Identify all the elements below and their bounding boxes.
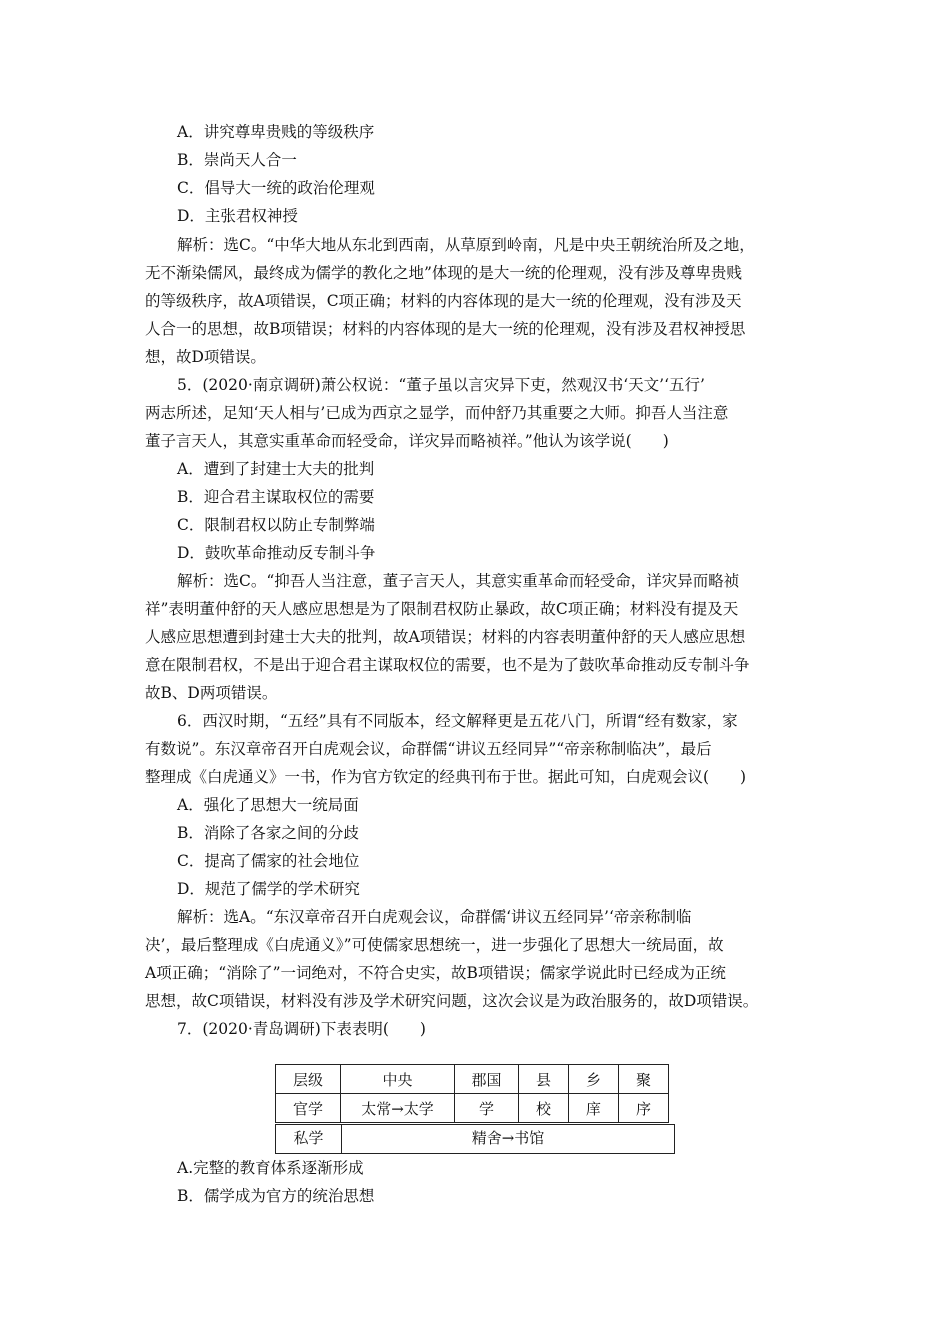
q6-option-a: A．强化了思想大一统局面 <box>177 796 359 814</box>
q6-stem-line: 6．西汉时期，“五经”具有不同版本，经文解释更是五花八门，所谓“经有数家，家 <box>177 712 738 730</box>
q6-analysis-line: 思想，故C项错误，材料没有涉及学术研究问题，这次会议是为政治服务的，故D项错误。 <box>145 992 759 1010</box>
q5-option-c: C．限制君权以防止专制弊端 <box>177 516 375 534</box>
table-cell: 聚 <box>619 1065 669 1094</box>
q5-stem-line: 5．(2020·南京调研)萧公权说：“董子虽以言灾异下吏，然观汉书‘天文’‘五行’ <box>177 376 705 394</box>
q6-analysis-line: 决’，最后整理成《白虎通义》”可使儒家思想统一，进一步强化了思想大一统局面，故 <box>145 936 724 954</box>
table-cell: 校 <box>519 1094 569 1123</box>
table-cell: 乡 <box>569 1065 619 1094</box>
q5-stem-line: 两志所述，足知‘天人相与’已成为西京之显学，而仲舒乃其重要之大师。抑吾人当注意 <box>145 404 729 422</box>
q5-analysis-line: 人感应思想遭到封建士大夫的批判，故A项错误；材料的内容表明董仲舒的天人感应思想 <box>145 628 746 646</box>
q5-option-a: A．遭到了封建士大夫的批判 <box>177 460 375 478</box>
q7-option-b: B．儒学成为官方的统治思想 <box>177 1187 375 1205</box>
q4-option-a: A．讲究尊卑贵贱的等级秩序 <box>177 123 375 141</box>
table-row-private <box>275 1124 675 1154</box>
q5-analysis-line: 意在限制君权，不是出于迎合君主谋取权位的需要，也不是为了鼓吹革命推动反专制斗争 <box>145 656 750 674</box>
q4-option-d: D．主张君权神授 <box>177 207 298 225</box>
table-cell: 中央 <box>341 1065 455 1094</box>
q7-stem: 7．(2020·青岛调研)下表表明( ) <box>177 1020 426 1038</box>
q5-analysis-line: 故B、D两项错误。 <box>145 684 278 702</box>
q5-option-b: B．迎合君主谋取权位的需要 <box>177 488 375 506</box>
table-header-row <box>276 1065 669 1094</box>
table-cell: 学 <box>455 1094 519 1123</box>
table-cell: 私学 <box>276 1125 342 1153</box>
table-cell: 庠 <box>569 1094 619 1123</box>
q5-option-d: D．鼓吹革命推动反专制斗争 <box>177 544 376 562</box>
q4-option-c: C．倡导大一统的政治伦理观 <box>177 179 375 197</box>
q6-option-c: C．提高了儒家的社会地位 <box>177 852 360 870</box>
table-cell: 精舍→书馆 <box>471 1129 545 1147</box>
q5-analysis-line: 解析：选C。“抑吾人当注意，董子言天人，其意实重革命而轻受命，详灾异而略祯 <box>177 572 740 590</box>
table-cell: 序 <box>619 1094 669 1123</box>
q4-analysis-line: 人合一的思想，故B项错误；材料的内容体现的是大一统的伦理观，没有涉及君权神授思 <box>145 320 746 338</box>
table-cell: 县 <box>519 1065 569 1094</box>
q4-analysis-line: 解析：选C。“中华大地从东北到西南，从草原到岭南，凡是中央王朝统治所及之地， <box>177 236 755 254</box>
q7-option-a: A.完整的教育体系逐渐形成 <box>177 1159 364 1177</box>
education-table <box>275 1064 669 1123</box>
q4-analysis-line: 的等级秩序，故A项错误，C项正确；材料的内容体现的是大一统的伦理观，没有涉及天 <box>145 292 742 310</box>
q6-stem-line: 有数说”。东汉章帝召开白虎观会议，命群儒“讲议五经同异”“帝亲称制临决”，最后 <box>145 740 712 758</box>
table-cell: 郡国 <box>455 1065 519 1094</box>
q6-analysis-line: 解析：选A。“东汉章帝召开白虎观会议，命群儒‘讲议五经同异’‘帝亲称制临 <box>177 908 692 926</box>
table-cell: 太常→太学 <box>341 1094 455 1123</box>
q4-analysis-line: 无不渐染儒风，最终成为儒学的教化之地”体现的是大一统的伦理观，没有涉及尊卑贵贱 <box>145 264 742 282</box>
q6-stem-line: 整理成《白虎通义》一书，作为官方钦定的经典刊布于世。据此可知，白虎观会议( ) <box>145 768 747 786</box>
q6-analysis-line: A项正确；“消除了”一词绝对，不符合史实，故B项错误；儒家学说此时已经成为正统 <box>145 964 726 982</box>
q4-option-b: B．崇尚天人合一 <box>177 151 297 169</box>
q6-option-b: B．消除了各家之间的分歧 <box>177 824 359 842</box>
table-row-official <box>276 1094 669 1123</box>
q6-option-d: D．规范了儒学的学术研究 <box>177 880 360 898</box>
q4-analysis-line: 想，故D项错误。 <box>145 348 266 366</box>
table-cell: 官学 <box>276 1094 341 1123</box>
q5-stem-line: 董子言天人，其意实重革命而轻受命，详灾异而略祯祥。”他认为该学说( ) <box>145 432 669 450</box>
q5-analysis-line: 祥”表明董仲舒的天人感应思想是为了限制君权防止暴政，故C项正确；材料没有提及天 <box>145 600 739 618</box>
table-cell: 层级 <box>276 1065 341 1094</box>
